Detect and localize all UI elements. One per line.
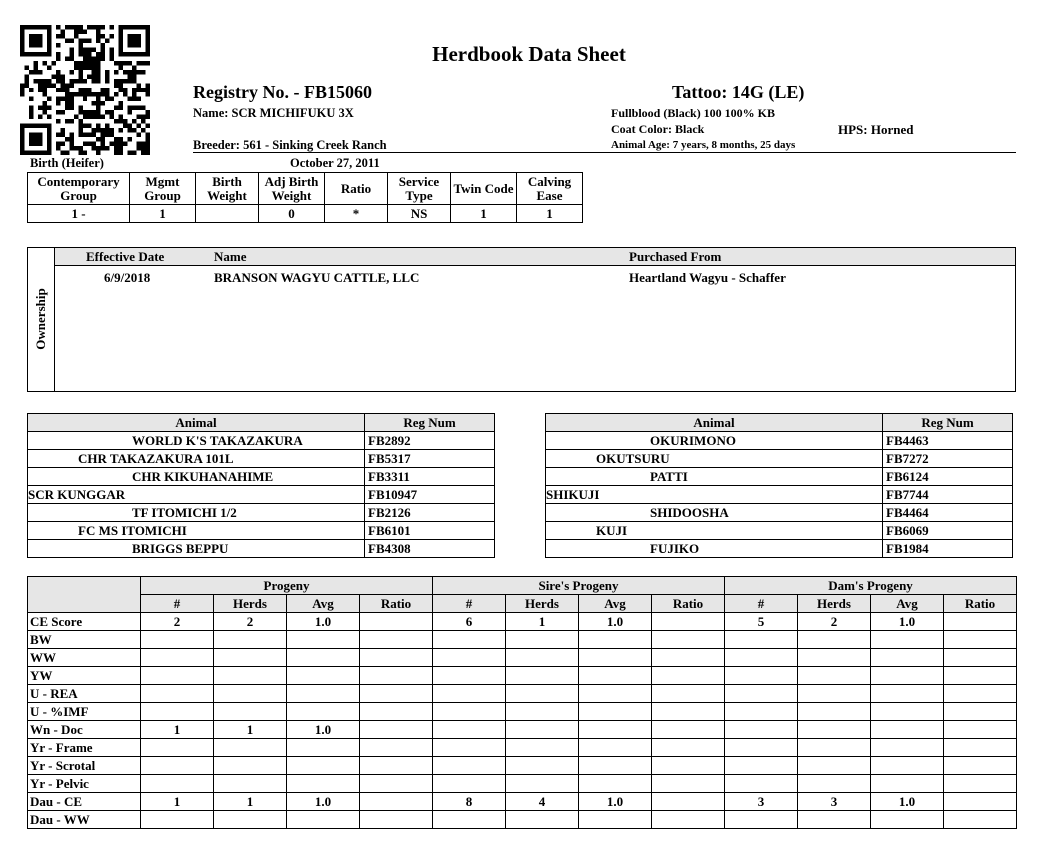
progeny-value [652,703,725,721]
progeny-value: 2 [214,613,287,631]
progeny-value [214,631,287,649]
progeny-value [579,739,652,757]
pedigree-row [28,468,495,486]
pedigree-row [546,540,1013,558]
pedigree-header [546,414,1013,432]
progeny-value [506,703,579,721]
progeny-value [214,757,287,775]
pedigree-row [28,522,495,540]
progeny-row [28,739,1017,757]
pedigree-row [28,432,495,450]
pedigree-animal: OKURIMONO [546,432,883,450]
header-cell: Twin Code [451,173,517,205]
progeny-subheader-cell: Ratio [360,595,433,613]
progeny-row [28,775,1017,793]
progeny-value: 3 [725,793,798,811]
pedigree-animal: WORLD K'S TAKAZAKURA [28,432,365,450]
value-cell: 1 [517,205,583,223]
progeny-value [798,775,871,793]
pedigree-reg-num: FB7744 [883,486,1013,504]
progeny-value [871,703,944,721]
pedigree-header [28,414,495,432]
value-cell: NS [388,205,451,223]
dam-progeny-group: Dam's Progeny [725,577,1017,595]
pedigree-reg-num: FB1984 [883,540,1013,558]
pedigree-reg-num: FB6124 [883,468,1013,486]
progeny-value [506,667,579,685]
progeny-row [28,757,1017,775]
progeny-value [798,667,871,685]
header-cell: Ratio [325,173,388,205]
progeny-row [28,793,1017,811]
progeny-value [944,667,1017,685]
progeny-row [28,613,1017,631]
progeny-subheader-cell: Ratio [944,595,1017,613]
progeny-value: 4 [506,793,579,811]
pedigree-animal: FC MS ITOMICHI [28,522,365,540]
value-cell [196,205,259,223]
pedigree-row [546,468,1013,486]
birth-table-row [28,205,583,223]
progeny-value: 1.0 [871,793,944,811]
progeny-value: 1.0 [287,793,360,811]
progeny-subheader-cell: Herds [798,595,871,613]
progeny-row [28,667,1017,685]
pedigree-animal: OKUTSURU [546,450,883,468]
progeny-value [579,631,652,649]
pedigree-reg-num: FB4308 [365,540,495,558]
progeny-value [798,649,871,667]
progeny-value [652,739,725,757]
trait-label: Yr - Scrotal [28,757,141,775]
progeny-value: 1 [141,721,214,739]
progeny-value [433,757,506,775]
effective-date-header: Effective Date [86,249,165,264]
page-title: Herdbook Data Sheet [432,42,626,66]
pedigree-reg-num: FB7272 [883,450,1013,468]
pedigree-animal: BRIGGS BEPPU [28,540,365,558]
value-cell: * [325,205,388,223]
trait-label: Dau - WW [28,811,141,829]
progeny-value [652,667,725,685]
progeny-value [506,685,579,703]
progeny-value [944,721,1017,739]
progeny-value [141,775,214,793]
progeny-subheader-cell: # [433,595,506,613]
progeny-value [871,739,944,757]
progeny-value [214,703,287,721]
pedigree-reg-num: FB2892 [365,432,495,450]
progeny-value [652,649,725,667]
progeny-value [287,667,360,685]
progeny-value: 1 [214,793,287,811]
value-cell: 1 [451,205,517,223]
progeny-row [28,811,1017,829]
pedigree-animal: CHR TAKAZAKURA 101L [28,450,365,468]
progeny-table [27,576,1017,829]
progeny-value [579,757,652,775]
progeny-value [433,631,506,649]
pedigree-animal: SHIDOOSHA [546,504,883,522]
header-cell: Birth Weight [196,173,259,205]
progeny-subheader-cell: # [141,595,214,613]
pedigree-row [546,432,1013,450]
progeny-value [579,721,652,739]
pedigree-row [546,486,1013,504]
progeny-value [360,667,433,685]
progeny-value [141,685,214,703]
progeny-value [360,649,433,667]
progeny-value: 8 [433,793,506,811]
progeny-value [579,685,652,703]
tattoo: Tattoo: 14G (LE) [672,82,805,102]
name-header: Name [214,249,247,264]
header-cell: Service Type [388,173,451,205]
progeny-value [506,811,579,829]
progeny-value [579,811,652,829]
progeny-value [725,811,798,829]
progeny-value [287,757,360,775]
progeny-value [433,739,506,757]
ownership-section [27,247,1016,392]
pedigree-row [28,450,495,468]
progeny-subheader [28,595,1017,613]
progeny-value: 1 [506,613,579,631]
trait-label: Wn - Doc [28,721,141,739]
progeny-value [652,721,725,739]
progeny-value [287,811,360,829]
value-cell: 1 [130,205,196,223]
progeny-value [944,685,1017,703]
progeny-value [360,757,433,775]
trait-label: U - %IMF [28,703,141,721]
progeny-value [433,649,506,667]
pedigree-animal: CHR KIKUHANAHIME [28,468,365,486]
pedigree-reg-num: FB10947 [365,486,495,504]
progeny-value: 3 [798,793,871,811]
progeny-value [506,631,579,649]
progeny-value [141,739,214,757]
progeny-value [579,667,652,685]
header-cell: Calving Ease [517,173,583,205]
progeny-row [28,703,1017,721]
progeny-value [652,613,725,631]
progeny-value [360,721,433,739]
progeny-value [360,631,433,649]
ownership-header [55,248,1015,266]
pedigree-row [28,486,495,504]
progeny-value [360,739,433,757]
effective-date: 6/9/2018 [104,270,151,285]
trait-label: Yr - Pelvic [28,775,141,793]
progeny-value [214,667,287,685]
progeny-value [798,631,871,649]
pedigree-row [546,504,1013,522]
progeny-value [798,703,871,721]
birth-label: Birth (Heifer) [30,156,104,170]
reg-num-header: Reg Num [883,414,1013,432]
header-divider [193,152,1016,153]
progeny-subheader-cell: # [725,595,798,613]
progeny-value [871,685,944,703]
progeny-value [287,703,360,721]
progeny-subheader-cell: Ratio [652,595,725,613]
progeny-value [725,703,798,721]
progeny-value [360,775,433,793]
progeny-value [287,649,360,667]
progeny-value [725,775,798,793]
progeny-value [725,667,798,685]
progeny-value [652,775,725,793]
progeny-value [725,649,798,667]
progeny-group: Progeny [141,577,433,595]
progeny-value: 2 [798,613,871,631]
progeny-value [141,631,214,649]
progeny-subheader-cell: Avg [579,595,652,613]
progeny-subheader-cell: Herds [214,595,287,613]
coat-color: Coat Color: Black [611,122,705,136]
value-cell: 0 [259,205,325,223]
progeny-subheader-cell: Avg [871,595,944,613]
pedigree-animal: FUJIKO [546,540,883,558]
pedigree-reg-num: FB3311 [365,468,495,486]
purchased-from: Heartland Wagyu - Schaffer [629,270,786,285]
trait-label: U - REA [28,685,141,703]
progeny-value: 6 [433,613,506,631]
progeny-value [433,721,506,739]
progeny-value [360,685,433,703]
pedigree-row [546,522,1013,540]
progeny-value [360,613,433,631]
progeny-value [214,685,287,703]
progeny-value [725,739,798,757]
progeny-value [433,667,506,685]
progeny-value: 1.0 [579,613,652,631]
breed-percentage: Fullblood (Black) 100 100% KB [611,106,776,120]
progeny-value [798,721,871,739]
progeny-value: 2 [141,613,214,631]
ownership-side-label: Ownership [28,248,55,391]
progeny-value: 1.0 [287,613,360,631]
progeny-value [725,757,798,775]
header-cell: Mgmt Group [130,173,196,205]
progeny-value [871,631,944,649]
progeny-value [944,739,1017,757]
progeny-value [944,757,1017,775]
progeny-value [360,793,433,811]
breeder: Breeder: 561 - Sinking Creek Ranch [193,138,387,152]
progeny-row [28,631,1017,649]
progeny-value [871,721,944,739]
progeny-value [652,793,725,811]
pedigree-reg-num: FB4464 [883,504,1013,522]
progeny-value [725,631,798,649]
progeny-value [287,631,360,649]
progeny-value [579,775,652,793]
trait-label: CE Score [28,613,141,631]
pedigree-reg-num: FB5317 [365,450,495,468]
progeny-value [506,775,579,793]
progeny-value [871,757,944,775]
birth-table-header [28,173,583,205]
progeny-value [506,739,579,757]
pedigree-row [28,540,495,558]
progeny-value [579,649,652,667]
pedigree-animal: SHIKUJI [546,486,883,504]
progeny-value [725,685,798,703]
progeny-value [360,703,433,721]
animal-name: Name: SCR MICHIFUKU 3X [193,106,354,120]
progeny-value [652,631,725,649]
progeny-value [725,721,798,739]
progeny-value [141,811,214,829]
progeny-value [214,775,287,793]
progeny-value [433,685,506,703]
pedigree-animal: TF ITOMICHI 1/2 [28,504,365,522]
progeny-subheader-cell: Herds [506,595,579,613]
progeny-value [652,757,725,775]
progeny-value [944,613,1017,631]
pedigree-row [546,450,1013,468]
sire-progeny-group: Sire's Progeny [433,577,725,595]
progeny-value: 1 [214,721,287,739]
hps-status: HPS: Horned [838,122,914,137]
progeny-value [871,667,944,685]
progeny-value [141,703,214,721]
progeny-subheader-cell: Avg [287,595,360,613]
progeny-value: 1.0 [871,613,944,631]
progeny-value [944,793,1017,811]
owner-name: BRANSON WAGYU CATTLE, LLC [214,270,420,285]
pedigree-reg-num: FB6069 [883,522,1013,540]
birth-table [27,172,583,223]
progeny-value: 1 [141,793,214,811]
progeny-value [798,757,871,775]
pedigree-reg-num: FB6101 [365,522,495,540]
progeny-value [652,685,725,703]
pedigree-row [28,504,495,522]
progeny-value [871,649,944,667]
pedigree-reg-num: FB4463 [883,432,1013,450]
progeny-value [506,757,579,775]
progeny-value [944,775,1017,793]
progeny-value [798,739,871,757]
progeny-row [28,649,1017,667]
trait-label: YW [28,667,141,685]
sire-pedigree-table [27,413,495,558]
progeny-value [141,757,214,775]
reg-num-header: Reg Num [365,414,495,432]
purchased-from-header: Purchased From [629,249,722,264]
progeny-value [141,649,214,667]
progeny-value [433,703,506,721]
progeny-value [579,703,652,721]
progeny-value [360,811,433,829]
pedigree-animal: KUJI [546,522,883,540]
progeny-value: 5 [725,613,798,631]
progeny-row [28,721,1017,739]
header-cell: Contemporary Group [28,173,130,205]
trait-label: WW [28,649,141,667]
progeny-value [433,811,506,829]
value-cell: 1 - [28,205,130,223]
animal-header: Animal [546,414,883,432]
progeny-value [798,811,871,829]
animal-age: Animal Age: 7 years, 8 months, 25 days [611,139,796,151]
progeny-value [287,739,360,757]
pedigree-animal: PATTI [546,468,883,486]
progeny-value [141,667,214,685]
progeny-value [871,811,944,829]
registry-number: Registry No. - FB15060 [193,82,372,102]
progeny-value [944,649,1017,667]
progeny-value [944,631,1017,649]
progeny-value [214,739,287,757]
dam-pedigree-table [545,413,1013,558]
progeny-value [871,775,944,793]
progeny-value [506,721,579,739]
progeny-value [287,775,360,793]
progeny-value [214,811,287,829]
pedigree-animal: SCR KUNGGAR [28,486,365,504]
progeny-value [506,649,579,667]
pedigree-reg-num: FB2126 [365,504,495,522]
progeny-group-header [28,577,1017,595]
progeny-value [652,811,725,829]
header-cell: Adj Birth Weight [259,173,325,205]
animal-header: Animal [28,414,365,432]
blank-header [28,577,141,613]
progeny-value [944,703,1017,721]
trait-label: Yr - Frame [28,739,141,757]
progeny-value: 1.0 [287,721,360,739]
progeny-value [214,649,287,667]
progeny-value [798,685,871,703]
trait-label: BW [28,631,141,649]
birth-date: October 27, 2011 [290,156,380,170]
progeny-value [433,775,506,793]
progeny-value [287,685,360,703]
progeny-value [944,811,1017,829]
progeny-value: 1.0 [579,793,652,811]
progeny-row [28,685,1017,703]
trait-label: Dau - CE [28,793,141,811]
